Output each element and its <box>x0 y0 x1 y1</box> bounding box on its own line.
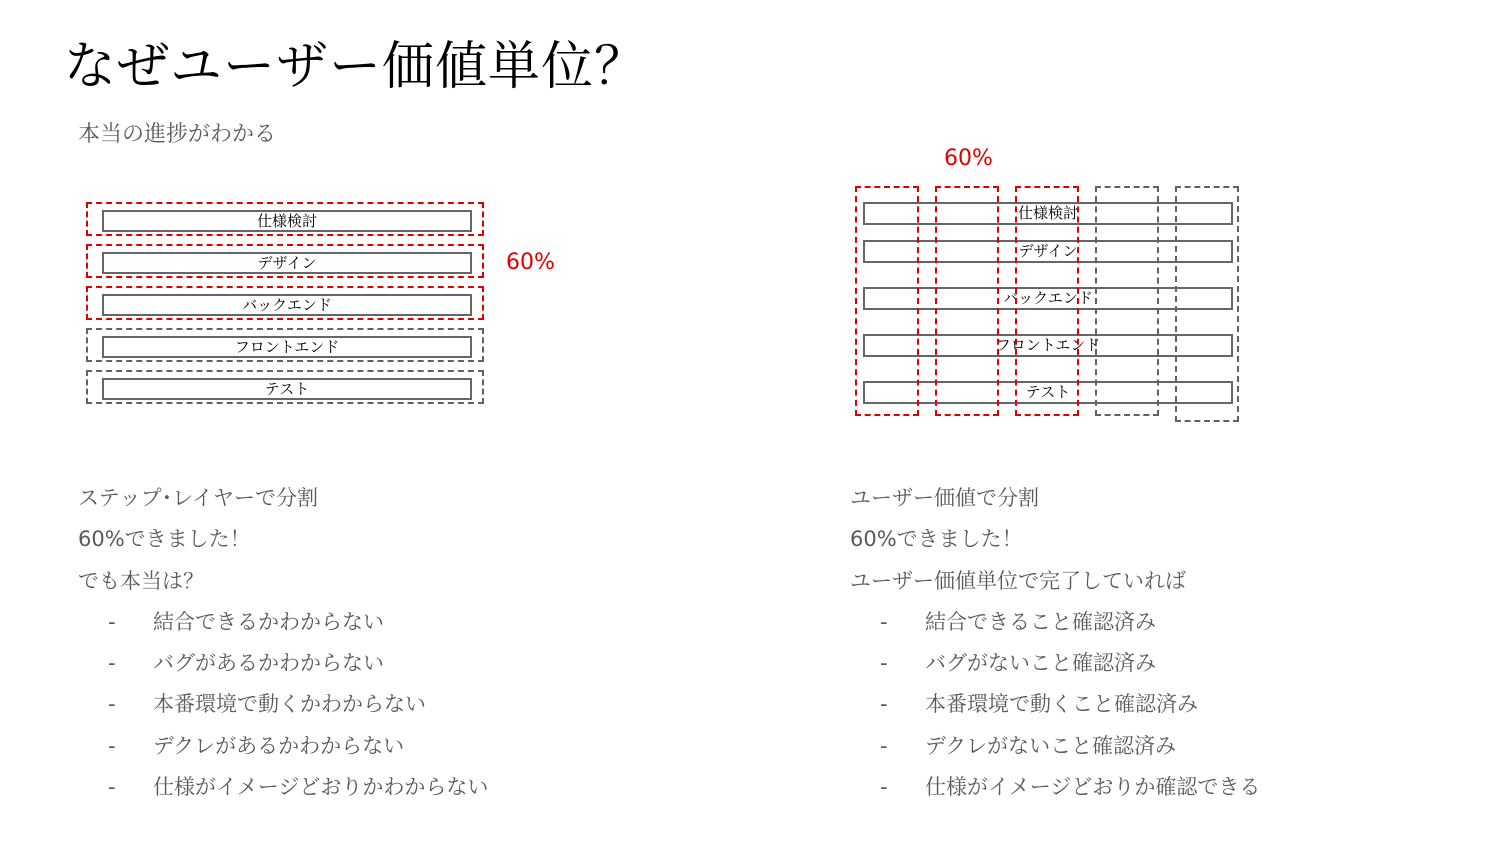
list-item <box>78 602 384 643</box>
bullet-text: 仕様がイメージどおりかわからない <box>153 775 489 800</box>
task-box: 仕様検討 <box>102 210 472 232</box>
right-text-column <box>850 478 1261 808</box>
value-slice-pending <box>1095 186 1159 416</box>
layer-row-done <box>86 286 484 320</box>
list-item <box>850 643 1186 684</box>
value-slice-done <box>1015 186 1079 416</box>
bullet-text: 結合できるかわからない <box>153 609 384 634</box>
page-subtitle: 本当の進捗がわかる <box>78 122 277 147</box>
bullet-dash: - <box>880 609 888 634</box>
layer-row-pending <box>86 328 484 362</box>
left-heading: ステップ･レイヤーで分割 <box>78 486 319 510</box>
list-item <box>78 684 426 725</box>
bullet-dash: - <box>880 775 888 800</box>
task-box: 仕様検討 <box>863 202 1233 225</box>
left-text-column <box>78 478 489 808</box>
right-progress-text: 60%できました！ <box>850 527 1023 552</box>
value-split-diagram <box>850 180 1250 430</box>
bullet-dash: - <box>880 733 888 758</box>
layer-row-pending <box>86 370 484 404</box>
bullet-dash: - <box>108 775 116 800</box>
bullet-text: バグがあるかわからない <box>153 651 384 676</box>
bullet-text: デクレがあるかわからない <box>153 733 405 758</box>
bullet-dash: - <box>108 609 116 634</box>
value-slice-done <box>935 186 999 416</box>
list-item <box>850 767 1261 808</box>
list-item <box>850 726 1186 767</box>
right-heading: ユーザー価値で分割 <box>850 486 1039 510</box>
page-title: なぜユーザー価値単位？ <box>64 37 648 97</box>
layer-row-done <box>86 202 484 236</box>
bullet-text: 本番環境で動くかわからない <box>153 692 426 717</box>
bullet-dash: - <box>108 733 116 758</box>
task-box: フロントエンド <box>102 336 472 358</box>
list-item <box>850 602 1186 643</box>
right-percent-label: 60% <box>944 146 993 171</box>
bullet-text: バグがないこと確認済み <box>925 651 1156 676</box>
bullet-dash: - <box>880 651 888 676</box>
list-item <box>78 767 489 808</box>
task-box: デザイン <box>863 240 1233 263</box>
bullet-text: デクレがないこと確認済み <box>925 733 1177 758</box>
task-box: デザイン <box>102 252 472 274</box>
list-item <box>78 643 384 684</box>
bullet-text: 本番環境で動くこと確認済み <box>925 692 1198 717</box>
task-box: テスト <box>102 378 472 400</box>
task-box: フロントエンド <box>863 334 1233 357</box>
bullet-dash: - <box>108 692 116 717</box>
left-progress-text: 60%できました！ <box>78 527 251 552</box>
task-box: バックエンド <box>863 287 1233 310</box>
list-item <box>850 684 1198 725</box>
bullet-text: 仕様がイメージどおりか確認できる <box>925 775 1261 800</box>
task-box: テスト <box>863 381 1233 404</box>
layer-row-done <box>86 244 484 278</box>
list-item <box>78 726 405 767</box>
layer-split-diagram <box>86 200 506 410</box>
left-question-text: でも本当は？ <box>78 568 204 593</box>
bullet-dash: - <box>880 692 888 717</box>
task-box: バックエンド <box>102 294 472 316</box>
value-slice-done <box>855 186 919 416</box>
bullet-text: 結合できること確認済み <box>925 609 1156 634</box>
value-slice-pending <box>1175 186 1239 422</box>
bullet-dash: - <box>108 651 116 676</box>
right-condition-text: ユーザー価値単位で完了していれば <box>850 568 1186 593</box>
left-percent-label: 60% <box>506 250 555 275</box>
